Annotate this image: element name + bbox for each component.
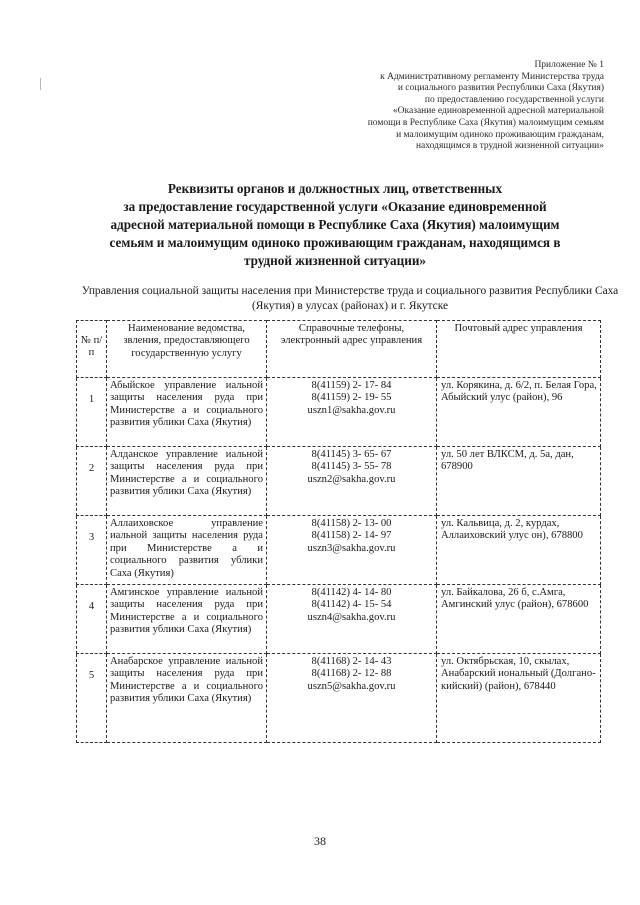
phone: 8(41159) 2- 19- 55: [311, 392, 392, 404]
header-agency: Наименование ведомства, звления, предоставляющего государственную услугу: [107, 321, 267, 378]
header-address: Почтовый адрес управления: [437, 321, 601, 378]
phone: 8(41142) 4- 14- 80: [311, 587, 392, 598]
email-link[interactable]: uszn3@sakha.gov.ru: [307, 542, 396, 554]
postal-address: ул. Кальвица, д. 2, курдах, Аллаиховский улус он), 678800: [437, 516, 601, 585]
phone: 8(41168) 2- 12- 88: [311, 668, 392, 680]
agency-name: Абыйское управление иальной защиты населения руда при Министерстве а и социального развития ублики Саха (Якутия): [107, 378, 267, 447]
email-link[interactable]: uszn2@sakha.gov.ru: [307, 473, 396, 485]
row-number: 3: [77, 516, 107, 585]
email-link[interactable]: uszn5@sakha.gov.ru: [307, 680, 396, 692]
annex-line: Приложение № 1: [534, 60, 604, 70]
contact-cell: [267, 516, 437, 585]
table-row: [77, 654, 601, 743]
title-line: за предоставление государственной услуги «Оказание единовременной: [123, 199, 547, 214]
table-row: [77, 447, 601, 516]
title-line: адресной материальной помощи в Республике Саха (Якутия) малоимущим: [110, 217, 560, 232]
contact-cell: [267, 585, 437, 654]
table-row: [77, 585, 601, 654]
annex-line: находящимся в трудной жизненной ситуации»: [415, 141, 604, 152]
phone: 8(41142) 4- 15- 54: [311, 599, 392, 611]
annex-line: помощи в Республике Саха (Якутия) малоимущим семьям: [367, 117, 604, 128]
row-number: 2: [77, 447, 107, 516]
annex-line: к Административному регламенту Министерства труда: [380, 71, 604, 82]
requisites-table: [76, 320, 601, 743]
phone: 8(41145) 3- 55- 78: [311, 461, 392, 473]
email-link[interactable]: uszn4@sakha.gov.ru: [307, 611, 396, 623]
phone: 8(41158) 2- 14- 97: [311, 530, 392, 542]
title-line: трудной жизненной ситуации»: [243, 253, 427, 268]
contact-cell: [267, 654, 437, 743]
contact-cell: [267, 378, 437, 447]
table-header-row: [77, 321, 601, 378]
row-number: 1: [77, 378, 107, 447]
header-num: № п/п: [77, 321, 107, 378]
annex-header: [304, 60, 604, 153]
page-number: 38: [314, 834, 326, 848]
phone: 8(41158) 2- 13- 00: [311, 518, 392, 529]
annex-line: и малоимущим одиноко проживающим гражданам,: [396, 129, 604, 140]
document-title: [70, 180, 600, 270]
annex-line: «Оказание единовременной адресной материальной: [392, 106, 604, 117]
phone: 8(41168) 2- 14- 43: [311, 656, 392, 667]
table-row: [77, 516, 601, 585]
row-number: 5: [77, 654, 107, 743]
agency-name: Анабарское управление иальной защиты населения руда при Министерстве а и социального развития ублики Саха (Якутия): [107, 654, 267, 743]
postal-address: ул. Корякина, д. 6/2, п. Белая Гора, Абыйский улус (район), 96: [437, 378, 601, 447]
postal-address: ул. 50 лет ВЛКСМ, д. 5а, дан, 678900: [437, 447, 601, 516]
email-link[interactable]: uszn1@sakha.gov.ru: [307, 404, 396, 416]
row-number: 4: [77, 585, 107, 654]
scan-edge-mark: [40, 78, 41, 90]
postal-address: ул. Байкалова, 26 б, с.Амга, Амгинский улус (район), 678600: [437, 585, 601, 654]
annex-line: по предоставлению государственной услуги: [424, 94, 604, 105]
agency-name: Аллаиховское управление иальной защиты населения руда при Министерстве а и социального развития ублики Саха (Якутия): [107, 516, 267, 585]
contact-cell: [267, 447, 437, 516]
agency-name: Алданское управление иальной защиты населения руда при Министерстве а и социального развития ублики Саха (Якутия): [107, 447, 267, 516]
table-row: [77, 378, 601, 447]
agency-name: Амгинское управление иальной защиты населения руда при Министерстве а и социального развития ублики Саха (Якутия): [107, 585, 267, 654]
annex-line: и социального развития Республики Саха (Якутия): [397, 83, 604, 94]
postal-address: ул. Октябрьская, 10, скылах, Анабарский иональный (Долгано- кийский) (район), 678440: [437, 654, 601, 743]
phone: 8(41145) 3- 65- 67: [311, 449, 392, 460]
table-caption: Управления социальной защиты населения при Министерстве труда и социального развития Республики Саха (Якутия) в улусах (районах) и г. Якутске: [81, 285, 619, 312]
title-line: Реквизиты органов и должностных лиц, ответственных: [167, 181, 503, 196]
title-line: семьям и малоимущим одиноко проживающим гражданам, находящимся в: [109, 235, 561, 250]
phone: 8(41159) 2- 17- 84: [311, 380, 392, 391]
header-phones: Справочные телефоны, электронный адрес управления: [267, 321, 437, 378]
